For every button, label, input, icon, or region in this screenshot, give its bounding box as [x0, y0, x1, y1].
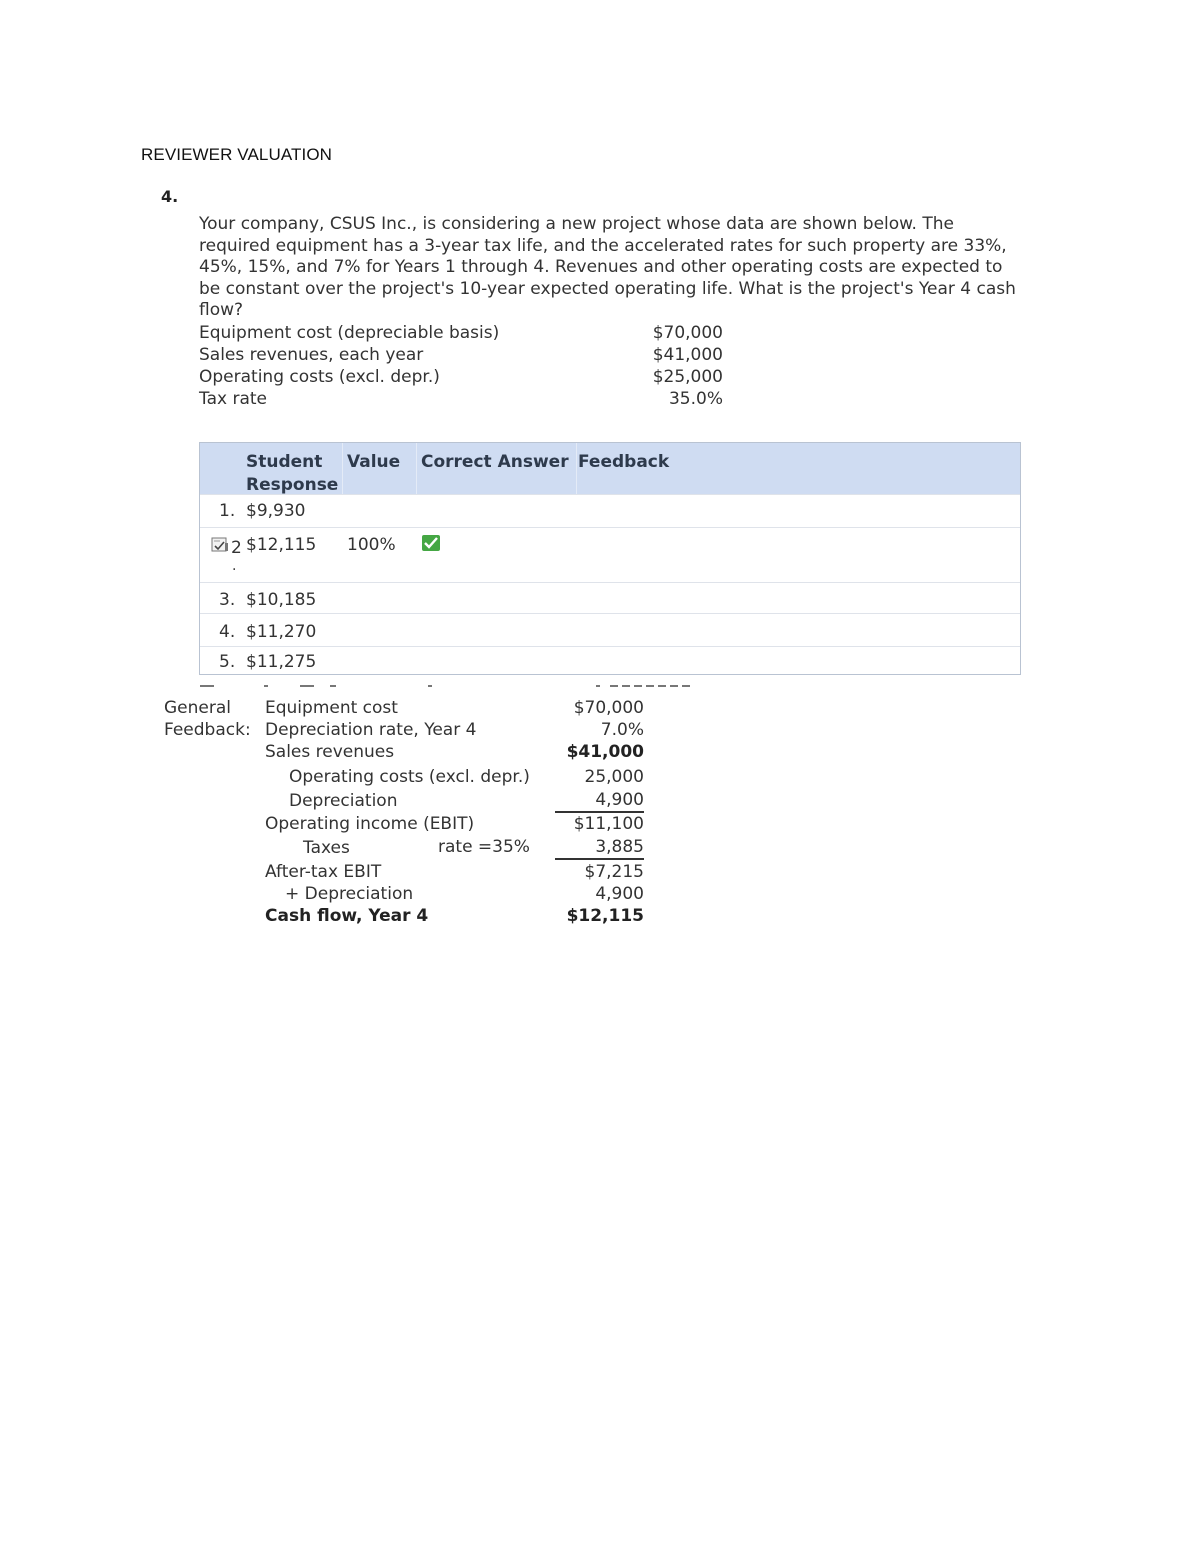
option-number: 4. — [219, 622, 236, 642]
calc-value: $7,215 — [584, 862, 644, 882]
calc-label: Equipment cost — [265, 698, 398, 718]
cropped-text-fragment — [610, 685, 690, 687]
given-label: Operating costs (excl. depr.) — [199, 367, 440, 387]
option-number: 1. — [219, 501, 236, 521]
header-student-response — [246, 451, 338, 497]
header-response: Response — [246, 475, 339, 495]
header-divider — [416, 443, 417, 494]
header-divider — [576, 443, 577, 494]
given-value: $41,000 — [652, 345, 723, 365]
header-divider — [342, 443, 343, 494]
option-score: 100% — [347, 535, 396, 555]
calc-value: 7.0% — [600, 720, 644, 740]
given-data-list — [199, 322, 729, 410]
calc-value: 25,000 — [584, 767, 644, 787]
answer-table — [199, 442, 1021, 675]
answer-option-1[interactable] — [200, 494, 1020, 527]
given-label: Equipment cost (depreciable basis) — [199, 323, 500, 343]
given-value: $25,000 — [652, 367, 723, 387]
calc-label: Operating income (EBIT) — [265, 814, 475, 834]
calc-tax-rate: rate =35% — [438, 837, 530, 857]
answer-option-3[interactable] — [200, 582, 1020, 613]
header-feedback: Feedback — [578, 452, 670, 472]
general-feedback-label — [164, 697, 251, 741]
calc-label: Depreciation rate, Year 4 — [265, 720, 477, 740]
option-value: $12,115 — [246, 535, 317, 555]
calc-value-sales: $41,000 — [566, 742, 644, 762]
option-number: 2 — [231, 538, 242, 558]
calc-value: 3,885 — [595, 837, 644, 857]
calc-value: $11,100 — [573, 814, 644, 834]
correct-check-icon — [422, 535, 440, 551]
calc-label: + Depreciation — [285, 884, 414, 904]
general-feedback-label-line1: General — [164, 698, 231, 718]
answer-table-header — [200, 443, 1020, 494]
header-correct-answer: Correct Answer — [421, 452, 569, 472]
calc-label: After-tax EBIT — [265, 862, 382, 882]
cropped-text-fragment — [428, 685, 432, 687]
option-value: $11,275 — [246, 652, 317, 672]
cropped-text-fragment — [264, 685, 268, 687]
option-value: $9,930 — [246, 501, 306, 521]
given-row-equipment — [199, 322, 729, 344]
calc-label: Sales revenues — [265, 742, 395, 762]
calc-value: 4,900 — [595, 790, 644, 810]
subtotal-rule — [555, 858, 644, 860]
calc-value: 4,900 — [595, 884, 644, 904]
cropped-text-fragment — [596, 685, 600, 687]
calc-label: Depreciation — [289, 791, 398, 811]
calc-label: Operating costs (excl. depr.) — [289, 767, 530, 787]
given-value: $70,000 — [652, 323, 723, 343]
calc-value: $70,000 — [573, 698, 644, 718]
option-number: 5. — [219, 652, 236, 672]
given-value: 35.0% — [668, 389, 723, 409]
option-number: 3. — [219, 590, 236, 610]
question-number: 4. — [161, 187, 179, 206]
header-student: Student — [246, 452, 323, 472]
header-value: Value — [347, 452, 401, 472]
document-title: REVIEWER VALUATION — [141, 145, 333, 164]
given-label: Sales revenues, each year — [199, 345, 424, 365]
calc-label: Taxes — [303, 838, 350, 858]
answer-option-4[interactable] — [200, 613, 1020, 646]
option-number-dot: . — [232, 558, 237, 574]
answer-option-2-selected[interactable] — [200, 527, 1020, 582]
option-value: $11,270 — [246, 622, 317, 642]
calc-value-cash-flow: $12,115 — [566, 906, 644, 926]
given-row-opcosts — [199, 366, 729, 388]
calc-label-cash-flow: Cash flow, Year 4 — [265, 906, 429, 926]
given-row-sales — [199, 344, 729, 366]
given-row-taxrate — [199, 388, 729, 410]
answer-option-5[interactable] — [200, 646, 1020, 675]
cropped-text-fragment — [200, 685, 214, 687]
selected-response-icon — [211, 537, 229, 553]
general-feedback-label-line2: Feedback: — [164, 720, 251, 740]
question-text: Your company, CSUS Inc., is considering a new project whose data are shown below. The required equipment has a 3-year tax life, and the accelerated rates for such property are 33%, 45%, 15%, and 7% for Years 1 through 4. Revenues and other operating costs are expected to be constant over the project's 10-year expected operating life. What is the project's Year 4 cash flow? — [199, 214, 1016, 320]
cropped-text-fragment — [330, 685, 336, 687]
given-label: Tax rate — [199, 389, 267, 409]
cropped-text-fragment — [300, 685, 314, 687]
option-value: $10,185 — [246, 590, 317, 610]
